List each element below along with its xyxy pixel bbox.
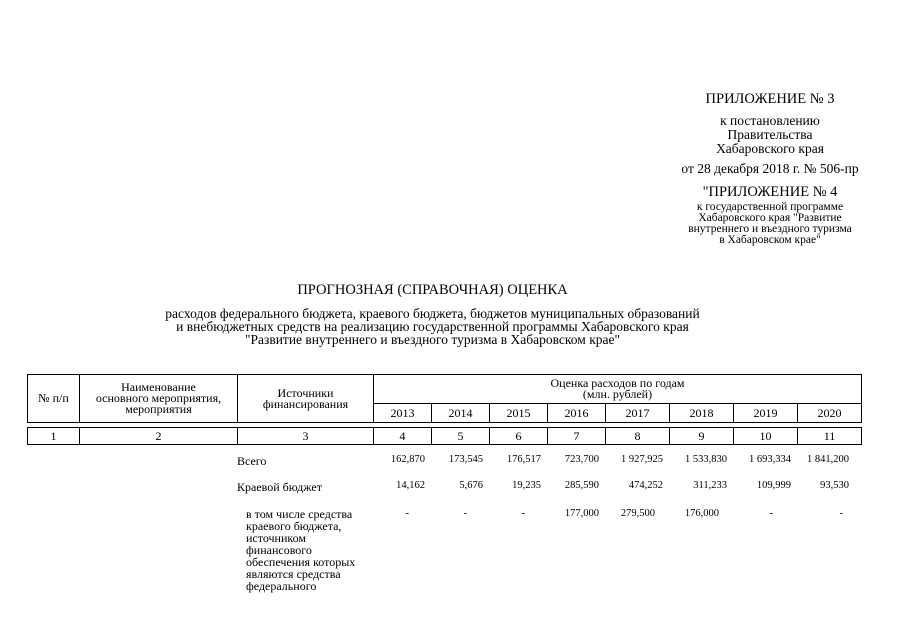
document-heading bbox=[0, 282, 905, 346]
subtitle-line: и внебюджетных средств на реализацию государственной программы Хабаровского края bbox=[176, 319, 689, 334]
year-header: 2017 bbox=[606, 404, 670, 423]
header-text: основного мероприятия, bbox=[95, 391, 222, 405]
value-cell: 1 927,925 bbox=[621, 454, 663, 465]
row-label-line: краевого бюджета, bbox=[246, 519, 342, 533]
year-header: 2014 bbox=[432, 404, 490, 423]
row-label-line: финансового bbox=[246, 543, 312, 557]
value-cell: 279,500 bbox=[620, 508, 655, 519]
column-name-header bbox=[80, 375, 238, 423]
header-text: (млн. рублей) bbox=[582, 387, 653, 401]
value-cell: 1 533,830 bbox=[685, 454, 727, 465]
index-cell: 8 bbox=[606, 428, 670, 445]
appendix-3-line: к постановлению bbox=[720, 113, 820, 128]
row-label: Всего bbox=[237, 454, 267, 468]
value-cell: - bbox=[839, 508, 843, 519]
row-label-line: источником bbox=[246, 531, 306, 545]
value-cell: 311,233 bbox=[693, 480, 727, 491]
appendix-4-title: "ПРИЛОЖЕНИЕ № 4 bbox=[702, 184, 838, 200]
year-header: 2016 bbox=[548, 404, 606, 423]
index-cell: 3 bbox=[238, 428, 374, 445]
document-subtitle bbox=[0, 307, 905, 346]
value-cell: 5,676 bbox=[459, 480, 483, 491]
year-header: 2015 bbox=[490, 404, 548, 423]
header-text: мероприятия bbox=[125, 402, 192, 416]
index-cell: 9 bbox=[670, 428, 734, 445]
appendix-3-title: ПРИЛОЖЕНИЕ № 3 bbox=[705, 91, 835, 107]
row-label-line: обеспечения которых bbox=[246, 555, 356, 569]
subtitle-line: расходов федерального бюджета, краевого бюджета, бюджетов муниципальных образований bbox=[165, 306, 700, 321]
index-cell: 7 bbox=[548, 428, 606, 445]
value-cell: 1 693,334 bbox=[749, 454, 791, 465]
column-estimate-header bbox=[374, 375, 862, 404]
header-text: Наименование bbox=[121, 380, 196, 394]
appendix-3-date: от 28 декабря 2018 г. № 506-пр bbox=[681, 161, 859, 176]
index-cell: 6 bbox=[490, 428, 548, 445]
value-cell: 14,162 bbox=[396, 480, 425, 491]
value-cell: 723,700 bbox=[564, 454, 599, 465]
value-cell: 173,545 bbox=[448, 454, 483, 465]
column-source-header bbox=[238, 375, 374, 423]
value-cell: 19,235 bbox=[512, 480, 541, 491]
value-cell: - bbox=[769, 508, 773, 519]
document-title: ПРОГНОЗНАЯ (СПРАВОЧНАЯ) ОЦЕНКА bbox=[297, 282, 568, 298]
header-text: Источники bbox=[277, 385, 334, 400]
subtitle-line: "Развитие внутреннего и въездного туризма в Хабаровском крае" bbox=[244, 332, 621, 347]
appendix-4-line: внутреннего и въездного туризма bbox=[688, 223, 852, 235]
header-text: финансирования bbox=[262, 396, 349, 411]
appendix-4-line: в Хабаровском крае" bbox=[719, 234, 821, 246]
appendix-3-line: Правительства bbox=[727, 127, 813, 142]
year-header: 2018 bbox=[670, 404, 734, 423]
value-cell: - bbox=[463, 508, 467, 519]
value-cell: 1 841,200 bbox=[807, 454, 849, 465]
index-cell: 11 bbox=[798, 428, 862, 445]
index-cell: 1 bbox=[28, 428, 80, 445]
index-cell: 5 bbox=[432, 428, 490, 445]
index-cell: 2 bbox=[80, 428, 238, 445]
appendix-3-line: Хабаровского края bbox=[716, 141, 824, 156]
estimate-table-header bbox=[27, 374, 862, 445]
row-label-line: являются средства bbox=[246, 567, 341, 581]
header-text: Оценка расходов по годам bbox=[550, 376, 685, 390]
row-label-line: федерального bbox=[246, 579, 317, 593]
appendix-4-block bbox=[640, 185, 900, 246]
value-cell: 176,000 bbox=[684, 508, 719, 519]
value-cell: 177,000 bbox=[564, 508, 599, 519]
value-cell: 93,530 bbox=[820, 480, 849, 491]
value-cell: - bbox=[405, 508, 409, 519]
year-header: 2019 bbox=[734, 404, 798, 423]
value-cell: 285,590 bbox=[564, 480, 599, 491]
value-cell: 109,999 bbox=[756, 480, 791, 491]
year-header: 2013 bbox=[374, 404, 432, 423]
appendix-4-line: Хабаровского края "Развитие bbox=[698, 212, 842, 224]
row-label-multiline bbox=[246, 508, 376, 592]
value-cell: 176,517 bbox=[506, 454, 541, 465]
index-cell: 4 bbox=[374, 428, 432, 445]
column-number-header: № п/п bbox=[28, 375, 80, 423]
row-label: Краевой бюджет bbox=[237, 480, 322, 494]
value-cell: - bbox=[521, 508, 525, 519]
appendix-3-block bbox=[640, 92, 900, 176]
appendix-4-line: к государственной программе bbox=[696, 201, 844, 213]
value-cell: 162,870 bbox=[390, 454, 425, 465]
row-label-line: в том числе средства bbox=[246, 507, 353, 521]
value-cell: 474,252 bbox=[628, 480, 663, 491]
index-cell: 10 bbox=[734, 428, 798, 445]
year-header: 2020 bbox=[798, 404, 862, 423]
